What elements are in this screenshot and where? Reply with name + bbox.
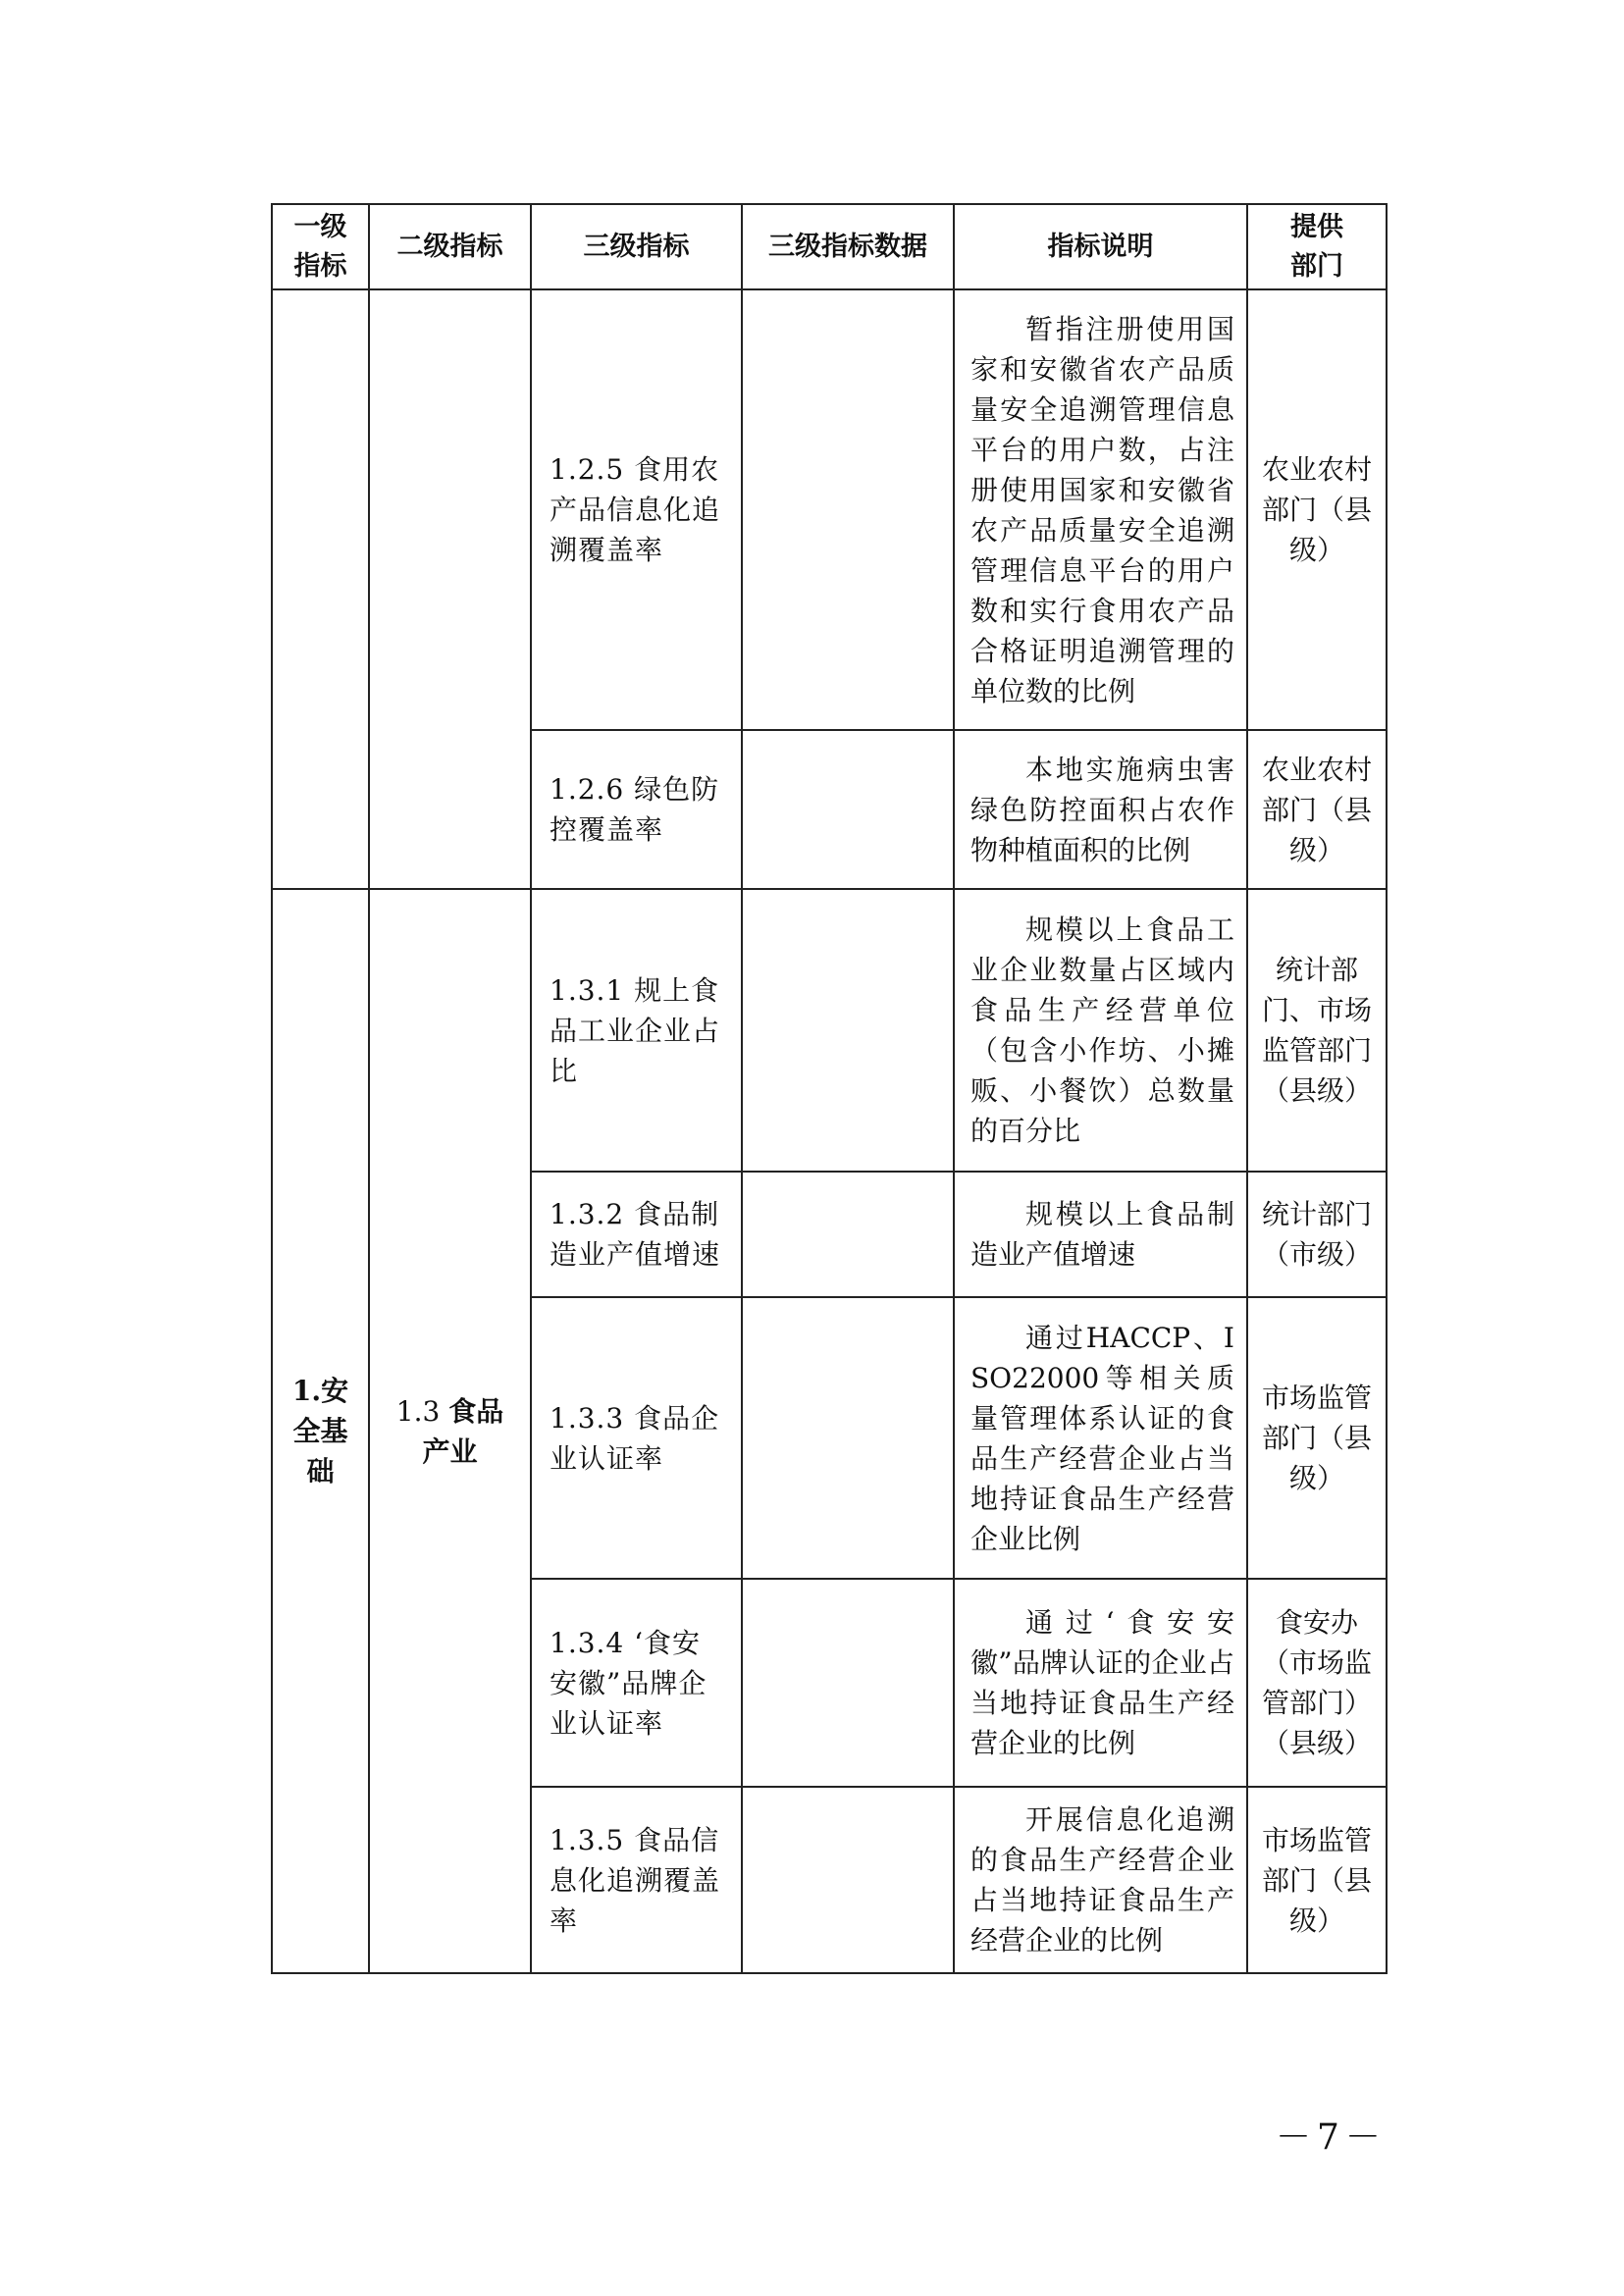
header-description: 指标说明	[954, 204, 1247, 289]
department-cell: 农业农村部门（县级）	[1247, 289, 1387, 730]
level2-name: 食品产业	[422, 1394, 504, 1468]
level3-data-cell	[742, 1172, 954, 1297]
description-cell: 开展信息化追溯的食品生产经营企业占当地持证食品生产经营企业的比例	[954, 1787, 1247, 1973]
header-level3: 三级指标	[531, 204, 742, 289]
department-cell: 统计部门、市场监管部门（县级）	[1247, 889, 1387, 1172]
description-cell: 规模以上食品工业企业数量占区域内食品生产经营单位（包含小作坊、小摊贩、小餐饮）总数量的百分比	[954, 889, 1247, 1172]
level2-cell-empty	[369, 289, 531, 889]
level3-data-cell	[742, 1787, 954, 1973]
description-cell: 规模以上食品制造业产值增速	[954, 1172, 1247, 1297]
level3-cell: 1.3.3 食品企业认证率	[531, 1297, 742, 1579]
department-cell: 食安办（市场监管部门）（县级）	[1247, 1579, 1387, 1787]
description-cell: 通过HACCP、ISO22000等相关质量管理体系认证的食品生产经营企业占当地持证食品生产经营企业比例	[954, 1297, 1247, 1579]
department-cell: 统计部门（市级）	[1247, 1172, 1387, 1297]
table-row	[272, 889, 1387, 1172]
department-cell: 市场监管部门（县级）	[1247, 1787, 1387, 1973]
level3-cell: 1.3.5 食品信息化追溯覆盖率	[531, 1787, 742, 1973]
level3-data-cell	[742, 1297, 954, 1579]
page-number: －7－	[1276, 2117, 1387, 2158]
level3-cell: 1.3.4 ‘食安安徽”品牌企业认证率	[531, 1579, 742, 1787]
description-cell: 本地实施病虫害绿色防控面积占农作物种植面积的比例	[954, 730, 1247, 889]
table-row	[272, 289, 1387, 730]
level3-cell: 1.3.2 食品制造业产值增速	[531, 1172, 742, 1297]
header-row	[272, 204, 1387, 289]
department-cell: 农业农村部门（县级）	[1247, 730, 1387, 889]
level3-cell: 1.2.5 食用农产品信息化追溯覆盖率	[531, 289, 742, 730]
level3-data-cell	[742, 889, 954, 1172]
level2-cell	[369, 889, 531, 1973]
description-cell: 暂指注册使用国家和安徽省农产品质量安全追溯管理信息平台的用户数，占注册使用国家和安徽省农产品质量安全追溯管理信息平台的用户数和实行食用农产品合格证明追溯管理的单位数的比例	[954, 289, 1247, 730]
level2-number: 1.3	[395, 1394, 441, 1428]
level1-cell-empty	[272, 289, 369, 889]
header-level2: 二级指标	[369, 204, 531, 289]
level3-data-cell	[742, 730, 954, 889]
level3-data-cell	[742, 289, 954, 730]
header-department: 提供部门	[1247, 204, 1387, 289]
level3-cell: 1.3.1 规上食品工业企业占比	[531, 889, 742, 1172]
level1-cell: 1.安全基础	[272, 889, 369, 1973]
level3-cell: 1.2.6 绿色防控覆盖率	[531, 730, 742, 889]
description-cell: 通过‘食安安徽”品牌认证的企业占当地持证食品生产经营企业的比例	[954, 1579, 1247, 1787]
header-level1: 一级指标	[272, 204, 369, 289]
department-cell: 市场监管部门（县级）	[1247, 1297, 1387, 1579]
indicator-table	[271, 203, 1388, 1974]
header-level3-data: 三级指标数据	[742, 204, 954, 289]
level3-data-cell	[742, 1579, 954, 1787]
